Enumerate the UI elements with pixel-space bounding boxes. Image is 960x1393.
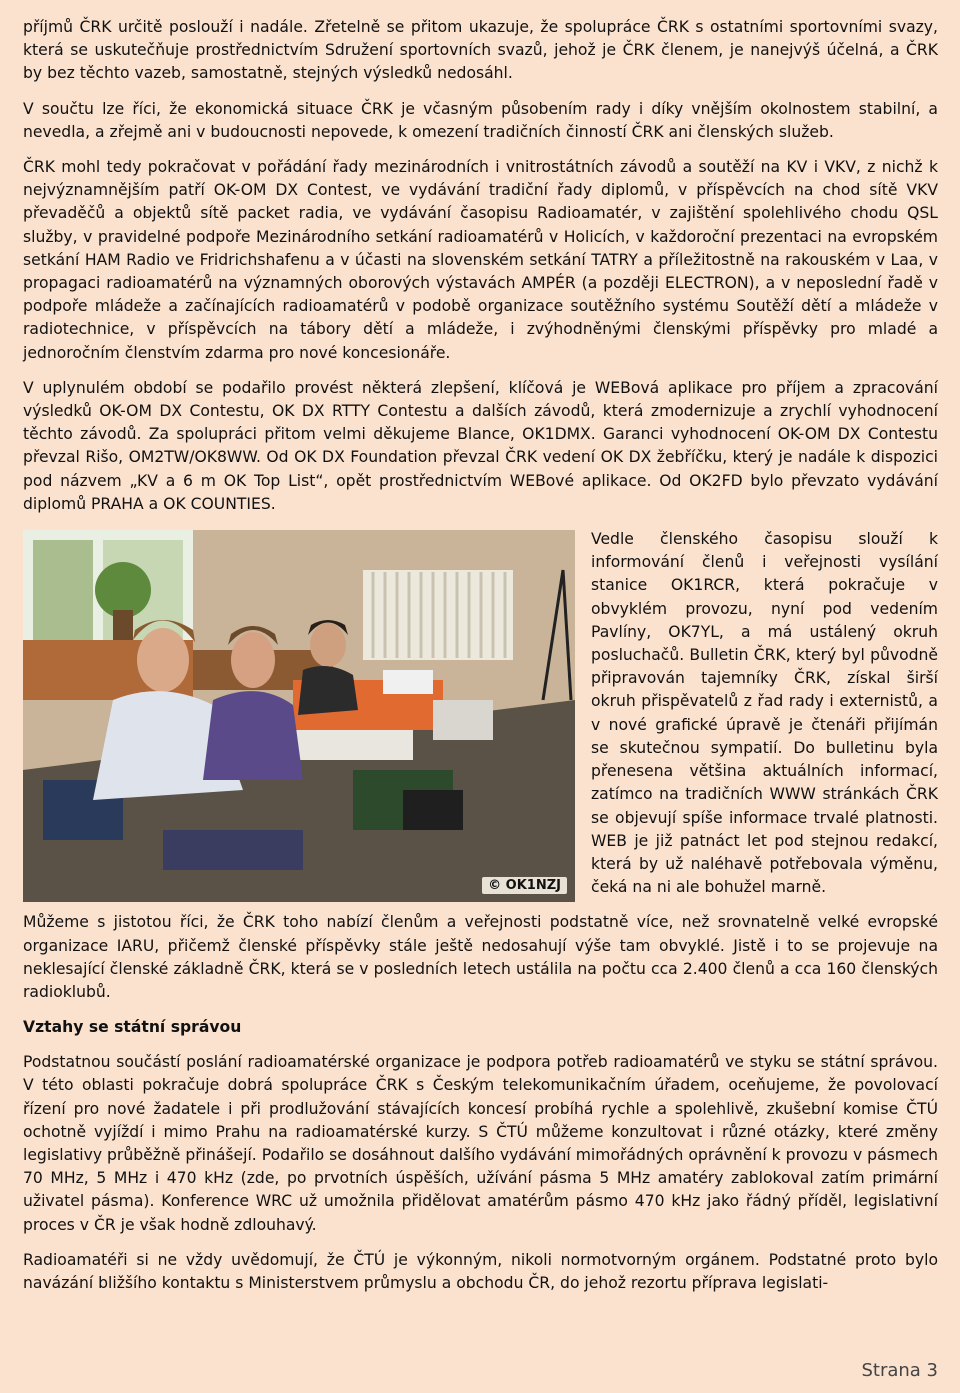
photo-illustration [23,530,575,902]
paragraph-2: V součtu lze říci, že ekonomická situace ČRK je včasným působením rady i díky vnějším okolnostem stabilní, a nevedla, a zřejmě ani v budoucnosti nepovede, k omezení tradičních činností ČRK ani členských služeb. [23,99,938,141]
section-heading: Vztahy se státní správou [23,1018,242,1037]
photo-section [23,528,938,1004]
paragraph-3: ČRK mohl tedy pokračovat v pořádání řady mezinárodních i vnitrostátních závodů a soutěží na KV i VKV, z nichž k nejvýznamnějším patří OK-OM DX Contest, ve vydávání tradiční řady diplomů, v příspěvcích na chod sítě VKV převaděčů a objektů sítě packet radia, ve vydávání časopisu Radioamatér, v zajištění spolehlivého chodu QSL služby, v pravidelné podpoře Mezinárodního setkání radioamatérů v Holicích, v každoroční prezentaci na evropském setkání HAM Radio ve Fridrichshafenu a v účasti na slovenském setkání TATRY a příležitostně na rakouském v Laa, v propagaci radioamatérů na významných oborových výstavách AMPÉR (a později ELECTRON), a v neposlední řadě v podpoře mládeže a začínajících radioamatérů v podobě organizace soutěžního systému Soutěží dětí a mládeže v radiotechnice, v příspěvcích na tábory dětí a mládeže, i zvýhodněnými členskými příspěvky pro mladé a jednoročním členstvím zdarma pro nové koncesionáře. [23,158,938,362]
paragraph-5b: Můžeme s jistotou říci, že ČRK toho nabízí členům a veřejnosti podstatně více, než srovnatelně velké evropské organizace IARU, přičemž členské příspěvky stále ještě nedosahují výše tam obvyklé. Jistě i to se projevuje na neklesající členské základně ČRK, která se v posledních letech ustálila na počtu cca 2.400 členů a cca 160 členských radioklubů. [23,913,938,1001]
paragraph-5a: Vedle členského časopisu slouží k informování členů i veřejnosti vysílání stanice OK1RCR, která pokračuje v obvyklém provozu, nyní pod vedením Pavlíny, OK7YL, a má ustálený okruh posluchačů. Bulletin ČRK, který byl původně připravován tajemníky ČRK, získal širší okruh přispěvatelů z řad rady i externistů, a v nové grafické úpravě je čtenáři přijímán se skutečnou sympatií. Do bulletinu byla přenesena většina aktuálních informací, zatímco na tradičních WWW stránkách ČRK se objevují spíše informace trvalé platnosti. WEB je již patnáct let pod stejnou redakcí, která by už naléhavě potřebovala výměnu, čeká na ni ale bohužel marně. [591,530,938,897]
paragraph-6: Podstatnou součástí poslání radioamatérské organizace je podpora potřeb radioamatérů ve styku se státní správou. V této oblasti pokračuje dobrá spolupráce ČRK s Českým telekomunikačním úřadem, oceňujeme, že povolovací řízení pro nové žadatele i při prodlužování stávajících koncesí probíhá rychle a spolehlivě, zkušební komise ČTÚ ochotně vyjíždí i mimo Prahu na radioamatérské kurzy. S ČTÚ můžeme konzultovat i různé otázky, které změny legislativy průběžně přinášejí. Podařilo se dosáhnout dalšího vydávání mimořádných oprávnění k provozu v pásmech 70 MHz, 5 MHz i 470 kHz (zde, po prvotních úspěších, užívání pásma 5 MHz amatéry zablokoval zatím primární uživatel pásma). Konference WRC už umožnila přidělovat amatérům pásmo 470 kHz jako řádný příděl, legislativní proces v ČR je však hodně zdlouhavý. [23,1053,938,1234]
paragraph-7: Radioamatéři si ne vždy uvědomují, že ČTÚ je výkonným, nikoli normotvorným orgánem. Podstatné proto bylo navázání bližšího kontaktu s Ministerstvem průmyslu a obchodu ČR, do jehož rezortu příprava legislati- [23,1250,938,1292]
photo-credit: © OK1NZJ [482,877,567,894]
paragraph-1: příjmů ČRK určitě poslouží i nadále. Zřetelně se přitom ukazuje, že spolupráce ČRK s ostatními sportovními svazy, která se uskutečňuje prostřednictvím Sdružení sportovních svazů, jehož je ČRK členem, je nanejvýš účelná, a ČRK by bez těchto vazeb, samostatně, stejných výsledků nedosáhl. [23,18,938,83]
paragraph-4: V uplynulém období se podařilo provést některá zlepšení, klíčová je WEBová aplikace pro příjem a zpracování výsledků OK-OM DX Contestu, OK DX RTTY Contestu a dalších závodů, která zmodernizuje a zrychlí vyhodnocení těchto závodů. Za spolupráci přitom velmi děkujeme Blance, OK1DMX. Garanci vyhodnocení OK-OM DX Contestu převzal Rišo, OM2TW/OK8WW. Od OK DX Foundation převzal ČRK vedení OK DX žebříčku, který je nadále k dispozici pod názvem „KV a 6 m OK Top List“, opět prostřednictvím WEBové aplikace. Od OK2FD bylo převzato vydávání diplomů PRAHA a OK COUNTIES. [23,378,938,513]
page-number: Strana 3 [861,1360,938,1381]
document-page [23,16,938,1295]
workshop-photo [23,530,575,902]
